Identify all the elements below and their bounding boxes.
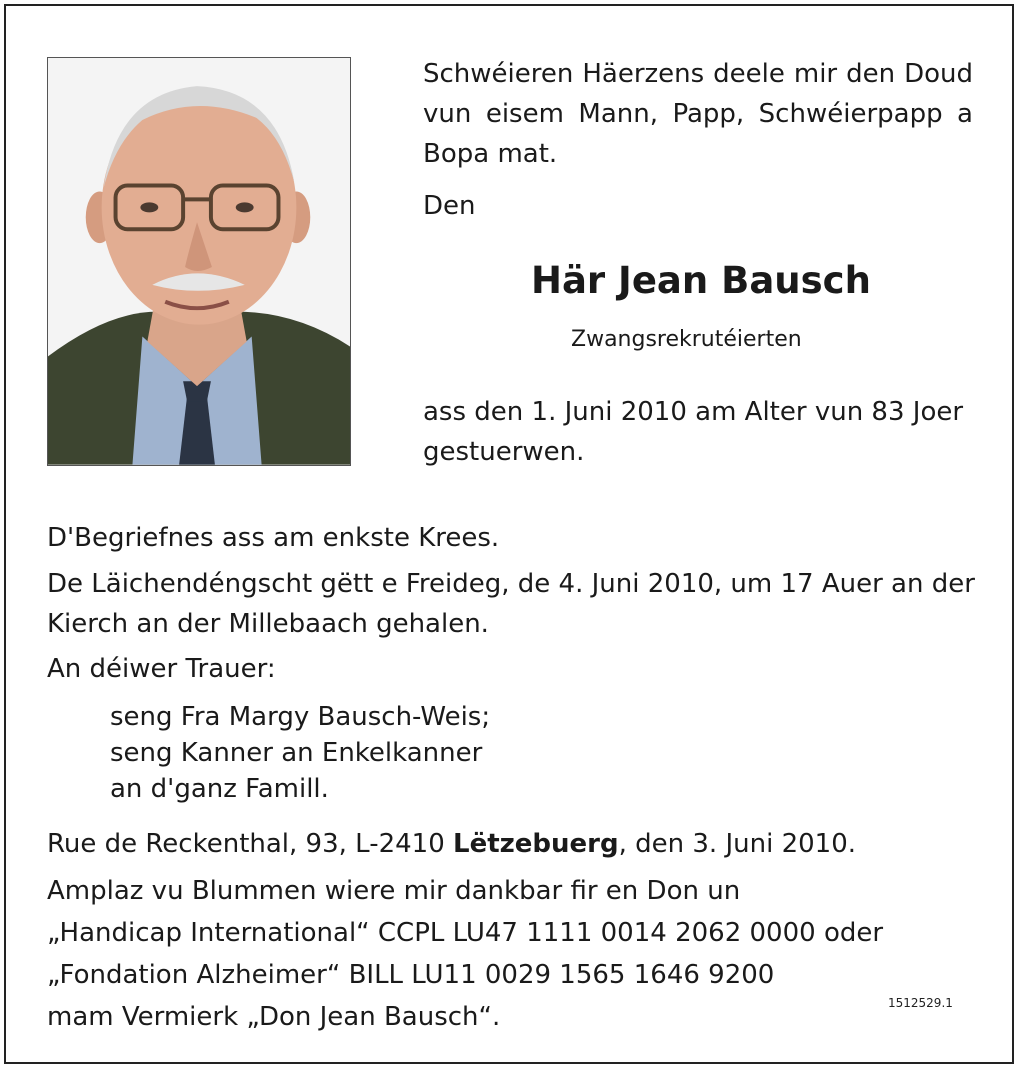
address-line [47,824,856,864]
donation-line: Amplaz vu Blummen wiere mir dankbar fir en Don un [47,876,741,906]
death-text: ass den 1. Juni 2010 am Alter vun 83 Joer gestuerwen. [423,397,964,467]
donation-line: „Fondation Alzheimer“ BILL LU11 0029 1565 1646 9200 [47,960,775,990]
address-prefix: Rue de Reckenthal, 93, L-2410 [47,829,454,859]
address-city: Lëtzebuerg [453,829,619,859]
den-text: Den [423,191,476,221]
mourner-line: seng Fra Margy Bausch-Weis; [110,702,491,732]
intro-text: Schwéieren Häerzens deele mir den Doud vun eisem Mann, Papp, Schwéierpapp a Bopa mat. [423,59,973,169]
mourning-heading: An déiwer Trauer: [47,654,276,684]
mourner-line: seng Kanner an Enkelkanner [110,738,483,768]
donation-line: „Handicap International“ CCPL LU47 1111 0014 2062 0000 oder [47,918,884,948]
funeral-service-text: De Läichendéngscht gëtt e Freideg, de 4. Juni 2010, um 17 Auer an der Kierch an der Millebaach gehalen. [47,569,975,639]
donation-line: mam Vermierk „Don Jean Bausch“. [47,1002,501,1032]
portrait-photo [47,57,351,466]
deceased-subtitle: Zwangsrekrutéierten [571,327,802,352]
address-suffix: , den 3. Juni 2010. [618,829,856,859]
mourners-list [110,699,490,807]
reference-number: 1512529.1 [888,996,953,1010]
burial-circle-text: D'Begriefnes ass am enkste Krees. [47,523,500,553]
donation-block [47,870,883,1038]
deceased-name: Här Jean Bausch [531,259,871,302]
mourner-line: an d'ganz Famill. [110,774,329,804]
